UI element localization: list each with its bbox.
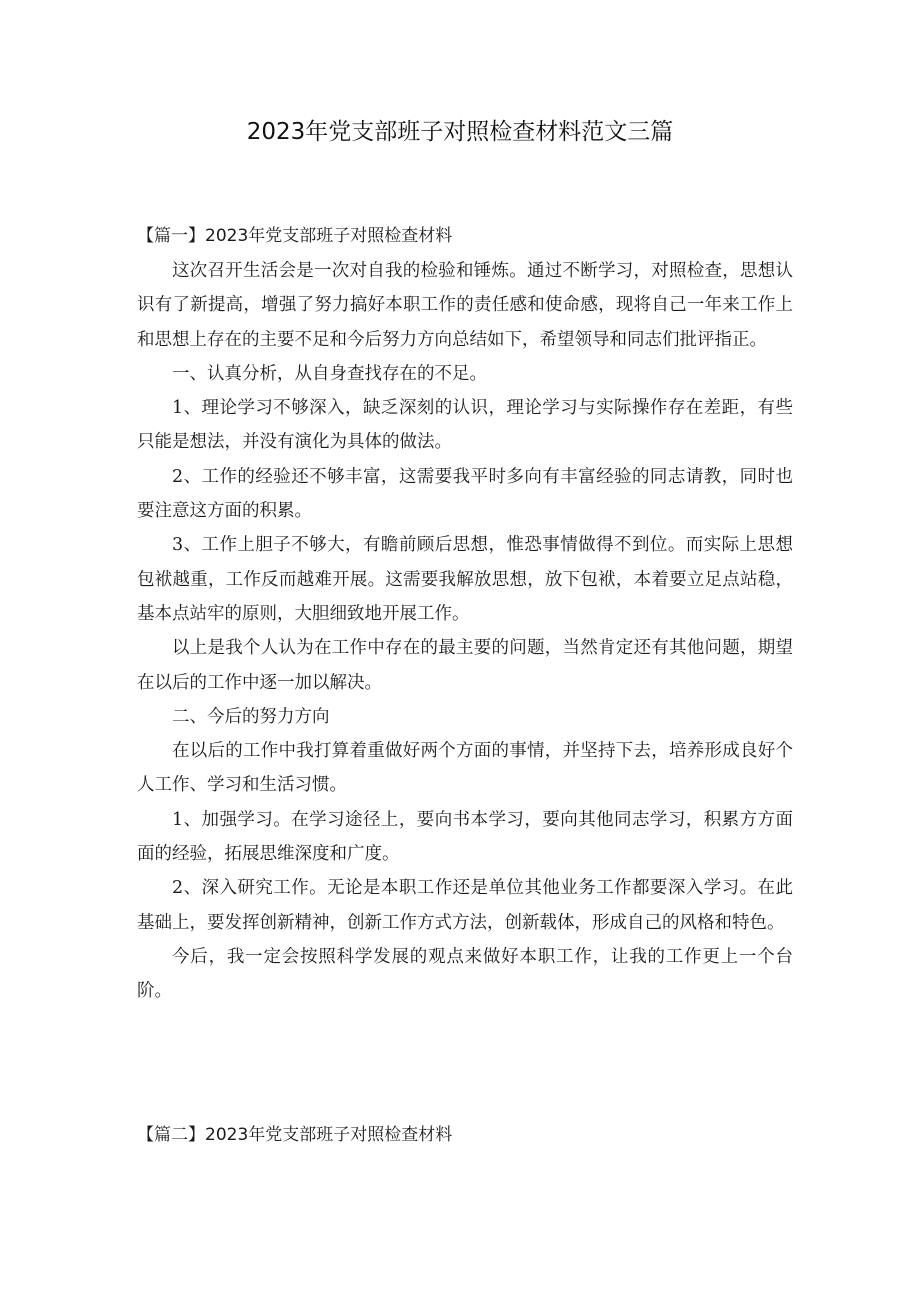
section-body-1: [137, 254, 793, 1009]
paragraph-summary: 以上是我个人认为在工作中存在的最主要的问题，当然肯定还有其他问题，期望在以后的工作中逐一加以解决。: [137, 638, 793, 693]
paragraph-subheading-1: 一、认真分析，从自身查找存在的不足。: [172, 363, 487, 384]
paragraph-point-2: 2、工作的经验还不够丰富，这需要我平时多向有丰富经验的同志请教，同时也要注意这方面的积累。: [137, 466, 793, 522]
section-heading-2: 【篇二】2023年党支部班子对照检查材料: [137, 1125, 453, 1145]
paragraph-plan-intro: 在以后的工作中我打算着重做好两个方面的事情，并坚持下去，培养形成良好个人工作、学习和生活习惯。: [137, 741, 793, 796]
paragraph-point-3: 3、工作上胆子不够大，有瞻前顾后思想，惟恐事情做得不到位。而实际上思想包袱越重，工作反而越难开展。这需要我解放思想，放下包袱，本着要立足点站稳，基本点站牢的原则，大胆细致地开展工作。: [137, 535, 793, 624]
paragraph-subheading-2: 二、今后的努力方向: [172, 706, 330, 727]
document-title: 2023年党支部班子对照检查材料范文三篇: [246, 119, 674, 145]
paragraph-plan-1: 1、加强学习。在学习途径上，要向书本学习，要向其他同志学习，积累方方面面的经验，拓展思维深度和广度。: [137, 809, 793, 865]
paragraph-closing: 今后，我一定会按照科学发展的观点来做好本职工作，让我的工作更上一个台阶。: [137, 946, 793, 1002]
paragraph-plan-2: 2、深入研究工作。无论是本职工作还是单位其他业务工作都要深入学习。在此基础上，要发挥创新精神，创新工作方式方法，创新载体，形成自己的风格和特色。: [137, 878, 793, 933]
paragraph-intro: 这次召开生活会是一次对自我的检验和锤炼。通过不断学习，对照检查，思想认识有了新提高，增强了努力搞好本职工作的责任感和使命感，现将自己一年来工作上和思想上存在的主要不足和今后努力方向总结如下，希望领导和同志们批评指正。: [137, 261, 793, 350]
section-heading-1: 【篇一】2023年党支部班子对照检查材料: [137, 226, 453, 246]
paragraph-point-1: 1、理论学习不够深入，缺乏深刻的认识，理论学习与实际操作存在差距，有些只能是想法，并没有演化为具体的做法。: [137, 398, 793, 453]
